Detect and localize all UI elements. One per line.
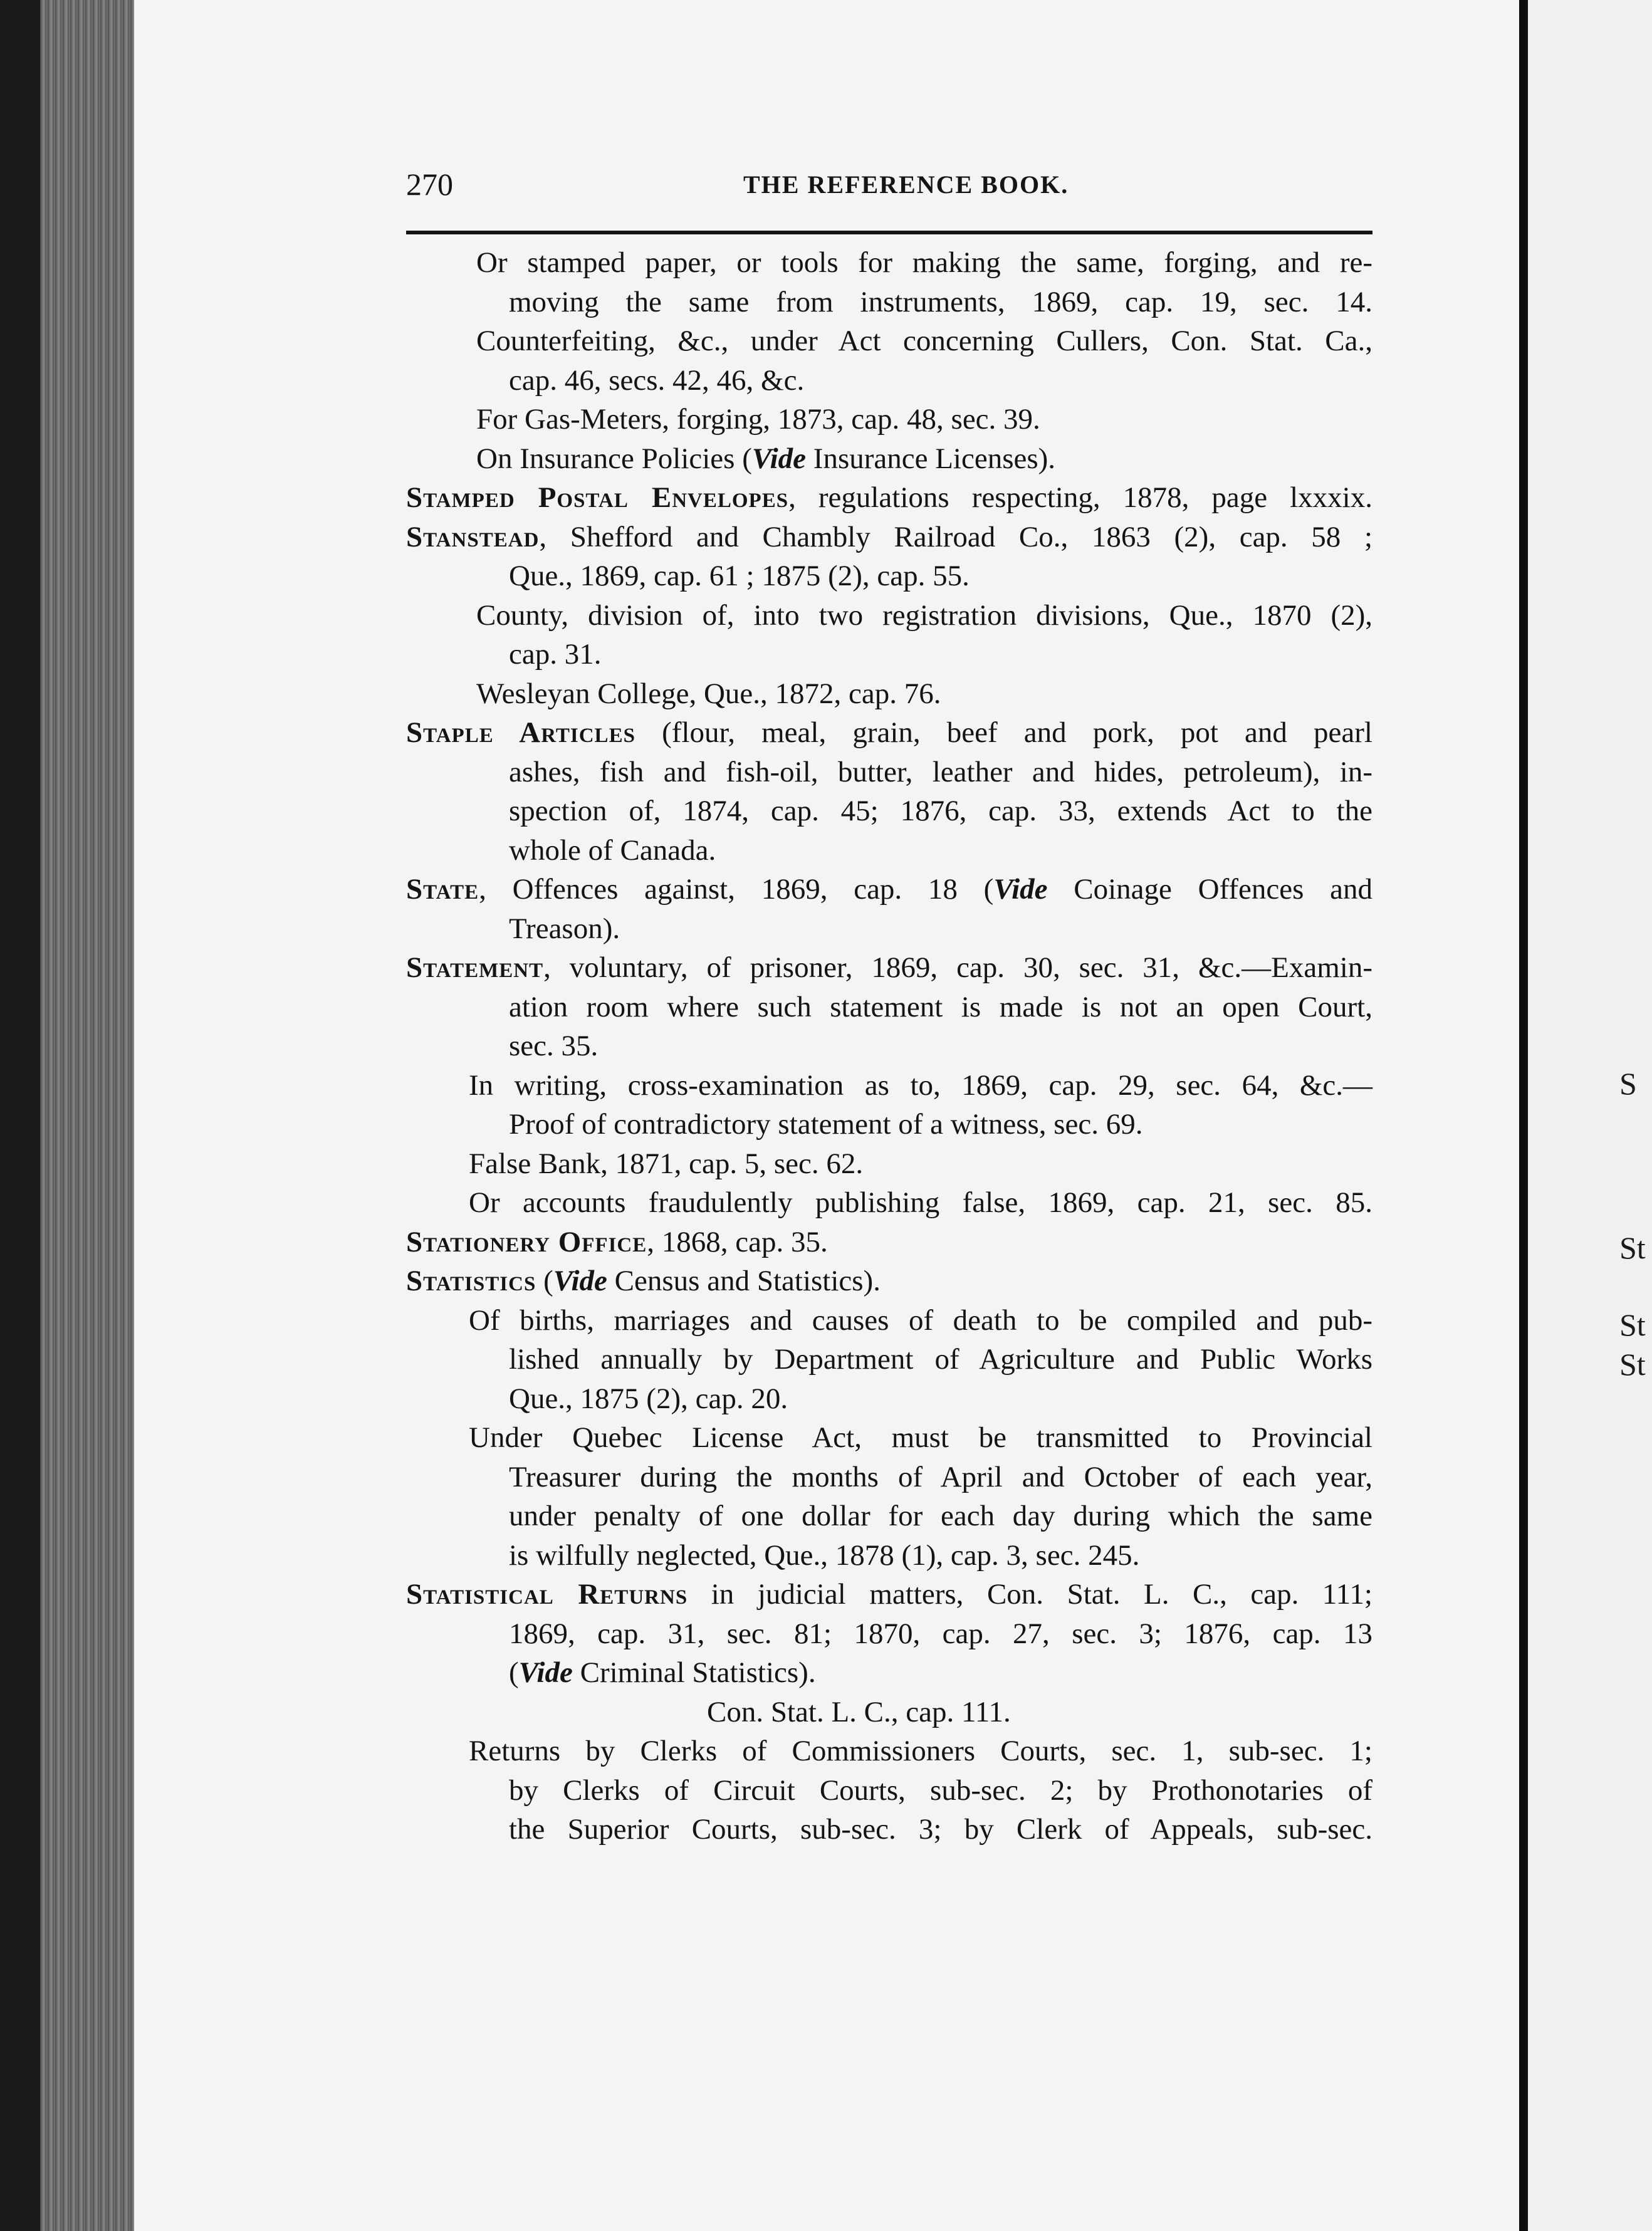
index-line: cap. 46, secs. 42, 46, &c. bbox=[509, 363, 805, 397]
index-line: by Clerks of Circuit Courts, sub-sec. 2; by Prothonotaries of bbox=[509, 1774, 1372, 1807]
running-title: THE REFERENCE BOOK. bbox=[743, 170, 1069, 199]
index-text bbox=[406, 243, 1372, 1849]
page-number: 270 bbox=[406, 167, 453, 202]
index-line bbox=[406, 948, 1372, 988]
entry-heading: Statistics bbox=[406, 1265, 536, 1297]
entry-heading: Stamped Postal Envelopes bbox=[406, 481, 789, 514]
running-head bbox=[0, 166, 1652, 210]
index-line bbox=[406, 1262, 1372, 1301]
next-page-fragment: St bbox=[1619, 1230, 1646, 1265]
next-page-fragment: St bbox=[1619, 1347, 1646, 1382]
entry-heading: State bbox=[406, 873, 479, 906]
index-line: Treasurer during the months of April and October of each year, bbox=[509, 1460, 1372, 1493]
page-edges bbox=[40, 0, 134, 2231]
index-line: Con. Stat. L. C., cap. 111. bbox=[707, 1695, 1011, 1728]
index-line bbox=[406, 870, 1372, 909]
index-line: False Bank, 1871, cap. 5, sec. 62. bbox=[469, 1147, 864, 1180]
index-line bbox=[406, 1575, 1372, 1614]
index-line: Que., 1875 (2), cap. 20. bbox=[509, 1382, 788, 1415]
next-page bbox=[1528, 0, 1652, 2231]
index-line bbox=[406, 478, 1372, 518]
index-line: Or accounts fraudulently publishing false, 1869, cap. 21, sec. 85. bbox=[469, 1186, 1372, 1219]
index-line: In writing, cross-examination as to, 1869, cap. 29, sec. 64, &c.— bbox=[469, 1068, 1372, 1102]
entry-text: , Shefford and Chambly Railroad Co., 1863 (2), cap. 58 ; bbox=[539, 520, 1372, 553]
next-page-fragment: S bbox=[1619, 1066, 1637, 1101]
index-line: cap. 31. bbox=[509, 638, 602, 671]
entry-text: Criminal Statistics). bbox=[572, 1656, 816, 1689]
italic-text: Vide bbox=[553, 1265, 607, 1297]
italic-text: Vide bbox=[751, 442, 807, 475]
entry-heading: Statement bbox=[406, 951, 544, 984]
index-line: ation room where such statement is made is not an open Court, bbox=[509, 990, 1372, 1023]
entry-text: , regulations respecting, 1878, page lxxxix. bbox=[788, 481, 1372, 514]
entry-text: in judicial matters, Con. Stat. L. C., cap. 111; bbox=[687, 1578, 1372, 1611]
italic-text: Vide bbox=[518, 1656, 573, 1689]
italic-text: Vide bbox=[993, 873, 1048, 906]
index-line: Treason). bbox=[509, 912, 620, 945]
index-line: lished annually by Department of Agriculture and Public Works bbox=[509, 1343, 1372, 1376]
index-line bbox=[406, 439, 1372, 479]
index-line: under penalty of one dollar for each day during which the same bbox=[509, 1500, 1372, 1532]
entry-text: Coinage Offences and bbox=[1047, 873, 1372, 906]
entry-text: ( bbox=[509, 1656, 519, 1689]
index-line: the Superior Courts, sub-sec. 3; by Clerk of Appeals, sub-sec. bbox=[509, 1813, 1372, 1846]
entry-heading: Statistical Returns bbox=[406, 1578, 688, 1611]
entry-heading: Stationery Office bbox=[406, 1225, 647, 1258]
entry-text: (flour, meal, grain, beef and pork, pot and pearl bbox=[635, 716, 1372, 749]
entry-heading: Staple Articles bbox=[406, 716, 635, 749]
entry-text: , Offences against, 1869, cap. 18 ( bbox=[479, 873, 994, 906]
index-line bbox=[406, 518, 1372, 557]
index-line: Of births, marriages and causes of death to be compiled and pub- bbox=[469, 1304, 1372, 1337]
index-line: 1869, cap. 31, sec. 81; 1870, cap. 27, sec. 3; 1876, cap. 13 bbox=[509, 1617, 1372, 1650]
index-line: County, division of, into two registration divisions, Que., 1870 (2), bbox=[476, 598, 1372, 632]
index-line: whole of Canada. bbox=[509, 833, 716, 867]
entry-text: ( bbox=[536, 1265, 553, 1297]
next-page-fragment: St bbox=[1619, 1307, 1646, 1342]
index-line: spection of, 1874, cap. 45; 1876, cap. 33, extends Act to the bbox=[509, 795, 1372, 827]
index-line: Under Quebec License Act, must be transmitted to Provincial bbox=[469, 1421, 1372, 1454]
index-line: Wesleyan College, Que., 1872, cap. 76. bbox=[476, 677, 941, 710]
index-line bbox=[406, 1223, 1372, 1262]
book-gutter bbox=[1519, 0, 1528, 2231]
index-line: Returns by Clerks of Commissioners Courts, sec. 1, sub-sec. 1; bbox=[469, 1735, 1372, 1767]
entry-heading: Stanstead bbox=[406, 520, 540, 553]
entry-text: Census and Statistics). bbox=[607, 1265, 881, 1297]
entry-text: On Insurance Policies ( bbox=[476, 442, 752, 475]
index-line: Que., 1869, cap. 61 ; 1875 (2), cap. 55. bbox=[509, 560, 970, 592]
index-line: sec. 35. bbox=[509, 1030, 599, 1062]
index-line: ashes, fish and fish-oil, butter, leather and hides, petroleum), in- bbox=[509, 755, 1372, 788]
entry-text: , voluntary, of prisoner, 1869, cap. 30, sec. 31, &c.—Examin- bbox=[543, 951, 1372, 984]
book-edge bbox=[0, 0, 40, 2231]
header-rule bbox=[406, 231, 1372, 234]
index-line: Or stamped paper, or tools for making the same, forging, and re- bbox=[476, 246, 1372, 279]
index-line: is wilfully neglected, Que., 1878 (1), cap. 3, sec. 245. bbox=[509, 1539, 1140, 1572]
index-line: For Gas-Meters, forging, 1873, cap. 48, sec. 39. bbox=[476, 403, 1040, 436]
index-line bbox=[406, 1653, 1372, 1693]
entry-text: , 1868, cap. 35. bbox=[647, 1225, 828, 1258]
index-line: moving the same from instruments, 1869, cap. 19, sec. 14. bbox=[509, 285, 1372, 318]
index-line: Proof of contradictory statement of a witness, sec. 69. bbox=[509, 1108, 1143, 1141]
index-line: Counterfeiting, &c., under Act concerning Cullers, Con. Stat. Ca., bbox=[476, 325, 1372, 357]
index-line bbox=[406, 713, 1372, 753]
entry-text: Insurance Licenses). bbox=[806, 442, 1056, 475]
